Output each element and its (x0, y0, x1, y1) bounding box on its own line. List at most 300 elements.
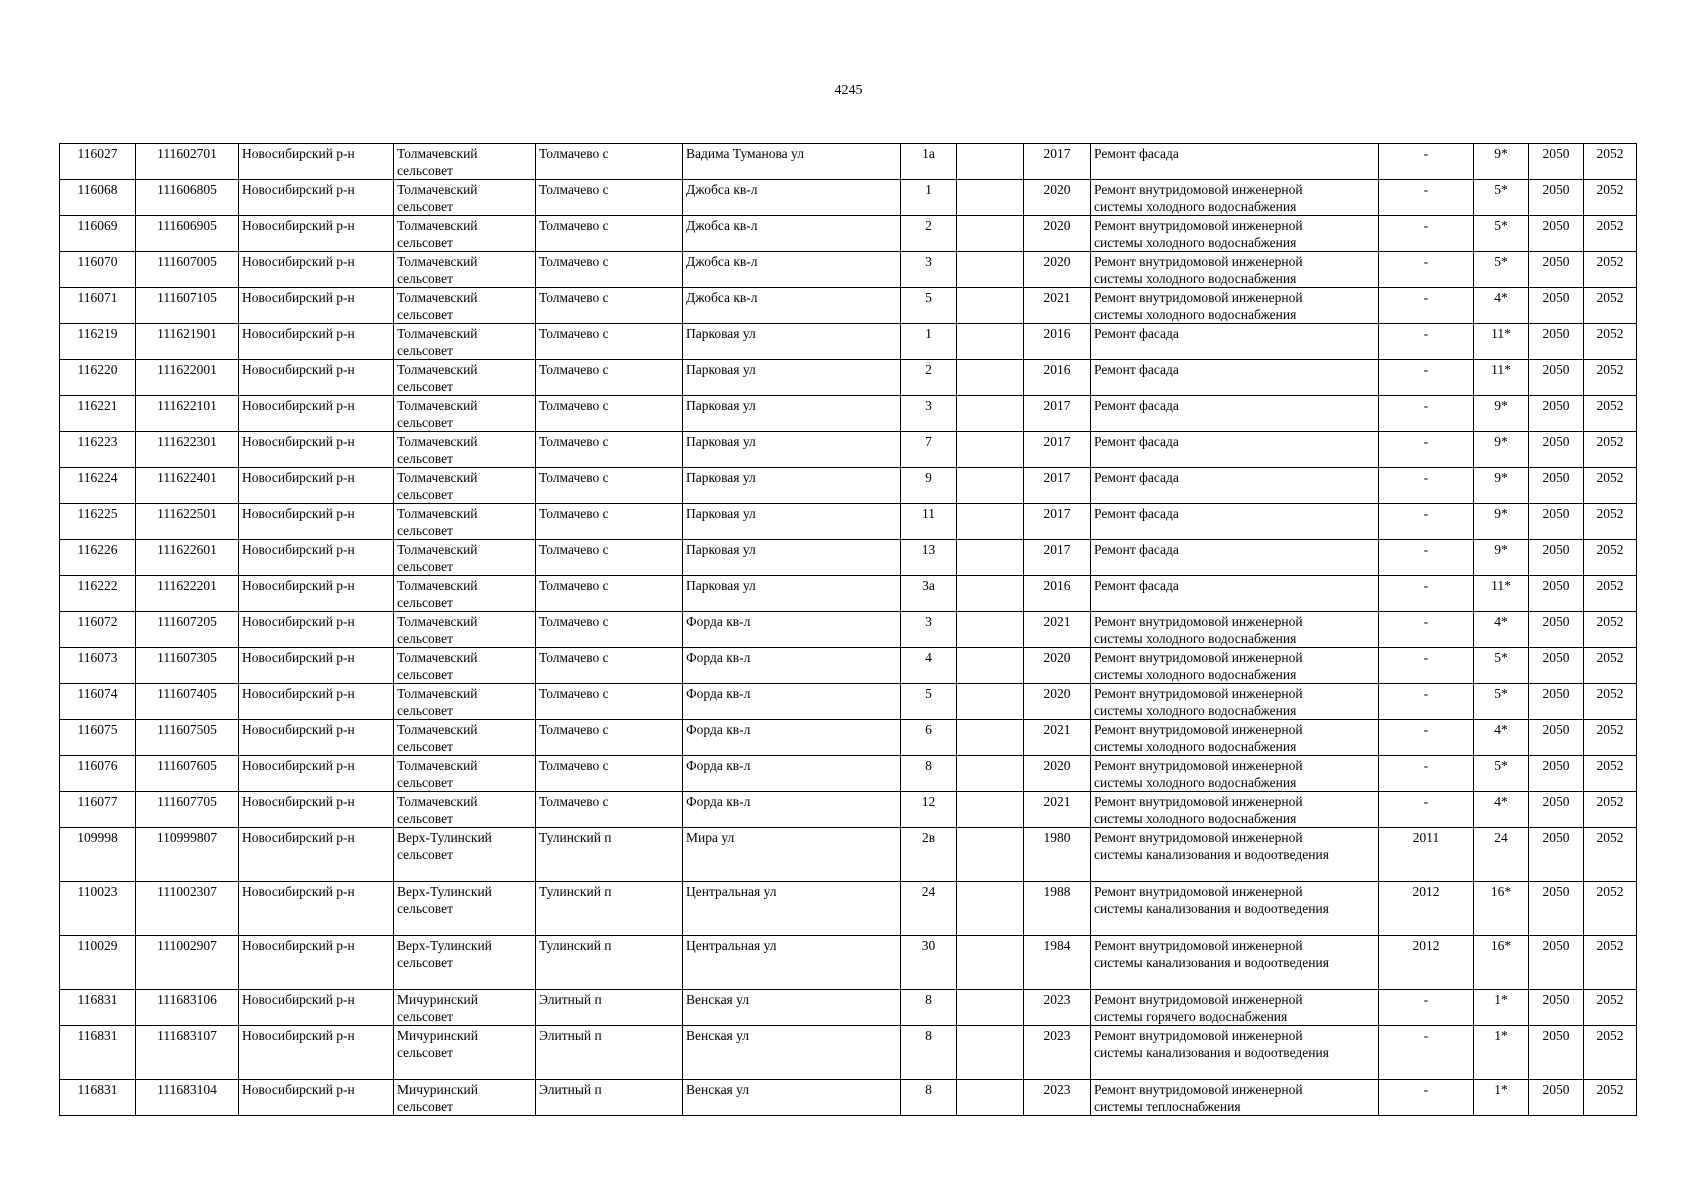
start-year-cell: 2050 (1529, 792, 1584, 828)
year-cell: 2021 (1024, 792, 1091, 828)
end-year-cell: 2052 (1584, 936, 1637, 990)
district-cell: Новосибирский р-н (239, 1080, 394, 1116)
start-year-cell: 2050 (1529, 288, 1584, 324)
council-cell-line: Толмачевский (397, 542, 478, 557)
table-row (60, 936, 1637, 990)
work-type-cell (1091, 936, 1379, 990)
council-cell-line: Толмачевский (397, 470, 478, 485)
house-cell: 3 (901, 252, 957, 288)
street-cell: Вадима Туманова ул (683, 144, 901, 180)
object-code-cell: 111607405 (136, 684, 239, 720)
period-cell: 5* (1474, 756, 1529, 792)
work-type-cell-line: системы холодного водоснабжения (1094, 199, 1297, 214)
object-id-cell: 116027 (60, 144, 136, 180)
object-id-cell: 116077 (60, 792, 136, 828)
work-type-cell (1091, 504, 1379, 540)
work-type-cell-line: системы холодного водоснабжения (1094, 739, 1297, 754)
council-cell-line: Толмачевский (397, 614, 478, 629)
period-cell: 11* (1474, 576, 1529, 612)
council-cell-line: сельсовет (397, 775, 453, 790)
extra-cell (957, 504, 1024, 540)
start-year-cell: 2050 (1529, 684, 1584, 720)
street-cell: Парковая ул (683, 576, 901, 612)
council-cell-line: сельсовет (397, 631, 453, 646)
street-cell: Венская ул (683, 1080, 901, 1116)
extra-cell (957, 1026, 1024, 1080)
year-cell: 2020 (1024, 684, 1091, 720)
house-cell: 8 (901, 990, 957, 1026)
work-type-cell-line: системы горячего водоснабжения (1094, 1009, 1288, 1024)
council-cell (394, 360, 536, 396)
work-type-cell-line: системы холодного водоснабжения (1094, 667, 1297, 682)
district-cell: Новосибирский р-н (239, 1026, 394, 1080)
street-cell: Мира ул (683, 828, 901, 882)
last-repair-cell: - (1379, 360, 1474, 396)
work-type-cell-line: системы холодного водоснабжения (1094, 235, 1297, 250)
extra-cell (957, 756, 1024, 792)
work-type-cell-line: Ремонт внутридомовой инженерной (1094, 794, 1303, 809)
work-type-cell-line: Ремонт внутридомовой инженерной (1094, 290, 1303, 305)
council-cell-line: Толмачевский (397, 254, 478, 269)
council-cell (394, 1080, 536, 1116)
period-cell: 4* (1474, 720, 1529, 756)
object-code-cell: 111622201 (136, 576, 239, 612)
last-repair-cell: - (1379, 612, 1474, 648)
start-year-cell: 2050 (1529, 360, 1584, 396)
district-cell: Новосибирский р-н (239, 504, 394, 540)
district-cell: Новосибирский р-н (239, 936, 394, 990)
extra-cell (957, 990, 1024, 1026)
house-cell: 1а (901, 144, 957, 180)
council-cell-line: Верх-Тулинский (397, 884, 492, 899)
house-cell: 12 (901, 792, 957, 828)
start-year-cell: 2050 (1529, 252, 1584, 288)
extra-cell (957, 684, 1024, 720)
council-cell-line: сельсовет (397, 487, 453, 502)
house-cell: 2 (901, 360, 957, 396)
work-type-cell-line: Ремонт фасада (1094, 146, 1179, 161)
start-year-cell: 2050 (1529, 180, 1584, 216)
period-cell: 4* (1474, 288, 1529, 324)
district-cell: Новосибирский р-н (239, 432, 394, 468)
house-cell: 30 (901, 936, 957, 990)
year-cell: 2017 (1024, 504, 1091, 540)
end-year-cell: 2052 (1584, 612, 1637, 648)
council-cell-line: Толмачевский (397, 218, 478, 233)
work-type-cell (1091, 612, 1379, 648)
council-cell-line: Верх-Тулинский (397, 938, 492, 953)
work-type-cell-line: Ремонт внутридомовой инженерной (1094, 884, 1303, 899)
work-type-cell-line: системы канализования и водоотведения (1094, 847, 1329, 862)
house-cell: 3 (901, 612, 957, 648)
start-year-cell: 2050 (1529, 144, 1584, 180)
locality-cell: Толмачево с (536, 144, 683, 180)
council-cell-line: Мичуринский (397, 992, 478, 1007)
work-type-cell (1091, 324, 1379, 360)
object-code-cell: 111606805 (136, 180, 239, 216)
district-cell: Новосибирский р-н (239, 756, 394, 792)
house-cell: 2 (901, 216, 957, 252)
end-year-cell: 2052 (1584, 288, 1637, 324)
object-code-cell: 111622401 (136, 468, 239, 504)
work-type-cell-line: Ремонт внутридомовой инженерной (1094, 254, 1303, 269)
work-type-cell-line: Ремонт внутридомовой инженерной (1094, 992, 1303, 1007)
work-type-cell (1091, 720, 1379, 756)
council-cell-line: Толмачевский (397, 398, 478, 413)
start-year-cell: 2050 (1529, 540, 1584, 576)
council-cell-line: сельсовет (397, 415, 453, 430)
object-code-cell: 111002907 (136, 936, 239, 990)
district-cell: Новосибирский р-н (239, 990, 394, 1026)
extra-cell (957, 648, 1024, 684)
object-code-cell: 111607005 (136, 252, 239, 288)
extra-cell (957, 612, 1024, 648)
end-year-cell: 2052 (1584, 360, 1637, 396)
last-repair-cell: - (1379, 432, 1474, 468)
street-cell: Джобса кв-л (683, 252, 901, 288)
council-cell-line: сельсовет (397, 379, 453, 394)
object-code-cell: 111622301 (136, 432, 239, 468)
object-id-cell: 116070 (60, 252, 136, 288)
house-cell: 8 (901, 1026, 957, 1080)
object-id-cell: 116831 (60, 1026, 136, 1080)
object-code-cell: 111683106 (136, 990, 239, 1026)
end-year-cell: 2052 (1584, 540, 1637, 576)
year-cell: 2021 (1024, 288, 1091, 324)
start-year-cell: 2050 (1529, 612, 1584, 648)
district-cell: Новосибирский р-н (239, 288, 394, 324)
work-type-cell-line: Ремонт фасада (1094, 398, 1179, 413)
year-cell: 2020 (1024, 180, 1091, 216)
last-repair-cell: - (1379, 288, 1474, 324)
work-type-cell-line: системы холодного водоснабжения (1094, 775, 1297, 790)
work-type-cell-line: системы холодного водоснабжения (1094, 631, 1297, 646)
start-year-cell: 2050 (1529, 1080, 1584, 1116)
object-id-cell: 116071 (60, 288, 136, 324)
extra-cell (957, 180, 1024, 216)
end-year-cell: 2052 (1584, 504, 1637, 540)
table-row (60, 216, 1637, 252)
council-cell-line: сельсовет (397, 901, 453, 916)
work-type-cell (1091, 882, 1379, 936)
house-cell: 5 (901, 288, 957, 324)
object-code-cell: 111621901 (136, 324, 239, 360)
object-id-cell: 116221 (60, 396, 136, 432)
table-row (60, 720, 1637, 756)
end-year-cell: 2052 (1584, 648, 1637, 684)
locality-cell: Элитный п (536, 990, 683, 1026)
last-repair-cell: - (1379, 756, 1474, 792)
work-type-cell (1091, 792, 1379, 828)
table-row (60, 252, 1637, 288)
extra-cell (957, 144, 1024, 180)
locality-cell: Толмачево с (536, 792, 683, 828)
locality-cell: Тулинский п (536, 882, 683, 936)
start-year-cell: 2050 (1529, 468, 1584, 504)
council-cell-line: Верх-Тулинский (397, 830, 492, 845)
street-cell: Парковая ул (683, 504, 901, 540)
council-cell-line: сельсовет (397, 955, 453, 970)
district-cell: Новосибирский р-н (239, 792, 394, 828)
period-cell: 9* (1474, 540, 1529, 576)
street-cell: Форда кв-л (683, 756, 901, 792)
district-cell: Новосибирский р-н (239, 720, 394, 756)
end-year-cell: 2052 (1584, 180, 1637, 216)
extra-cell (957, 792, 1024, 828)
year-cell: 2017 (1024, 540, 1091, 576)
extra-cell (957, 1080, 1024, 1116)
work-type-cell (1091, 396, 1379, 432)
work-type-cell (1091, 144, 1379, 180)
period-cell: 1* (1474, 1026, 1529, 1080)
table-row (60, 180, 1637, 216)
extra-cell (957, 216, 1024, 252)
table-row (60, 882, 1637, 936)
table-row (60, 612, 1637, 648)
work-type-cell-line: Ремонт фасада (1094, 434, 1179, 449)
table-row (60, 504, 1637, 540)
object-id-cell: 116076 (60, 756, 136, 792)
page-number: 4245 (834, 83, 863, 98)
locality-cell: Толмачево с (536, 504, 683, 540)
object-code-cell: 111622101 (136, 396, 239, 432)
end-year-cell: 2052 (1584, 468, 1637, 504)
extra-cell (957, 324, 1024, 360)
street-cell: Парковая ул (683, 360, 901, 396)
object-code-cell: 111622501 (136, 504, 239, 540)
last-repair-cell: 2011 (1379, 828, 1474, 882)
object-id-cell: 116219 (60, 324, 136, 360)
house-cell: 2в (901, 828, 957, 882)
start-year-cell: 2050 (1529, 756, 1584, 792)
table-row (60, 1080, 1637, 1116)
district-cell: Новосибирский р-н (239, 648, 394, 684)
table-row (60, 360, 1637, 396)
work-type-cell-line: системы холодного водоснабжения (1094, 811, 1297, 826)
work-type-cell-line: Ремонт фасада (1094, 506, 1179, 521)
work-type-cell-line: Ремонт внутридомовой инженерной (1094, 686, 1303, 701)
council-cell (394, 684, 536, 720)
object-id-cell: 116222 (60, 576, 136, 612)
work-type-cell-line: системы теплоснабжения (1094, 1099, 1241, 1114)
council-cell (394, 576, 536, 612)
extra-cell (957, 252, 1024, 288)
period-cell: 9* (1474, 468, 1529, 504)
object-code-cell: 111606905 (136, 216, 239, 252)
locality-cell: Толмачево с (536, 540, 683, 576)
work-type-cell-line: Ремонт внутридомовой инженерной (1094, 650, 1303, 665)
street-cell: Венская ул (683, 990, 901, 1026)
district-cell: Новосибирский р-н (239, 360, 394, 396)
table-row (60, 648, 1637, 684)
table-row (60, 1026, 1637, 1080)
locality-cell: Толмачево с (536, 396, 683, 432)
period-cell: 9* (1474, 432, 1529, 468)
house-cell: 24 (901, 882, 957, 936)
extra-cell (957, 360, 1024, 396)
object-code-cell: 111683104 (136, 1080, 239, 1116)
object-id-cell: 110029 (60, 936, 136, 990)
last-repair-cell: - (1379, 180, 1474, 216)
object-id-cell: 116224 (60, 468, 136, 504)
work-type-cell (1091, 252, 1379, 288)
year-cell: 2021 (1024, 612, 1091, 648)
house-cell: 7 (901, 432, 957, 468)
object-id-cell: 110023 (60, 882, 136, 936)
work-type-cell-line: Ремонт внутридомовой инженерной (1094, 614, 1303, 629)
work-type-cell (1091, 216, 1379, 252)
council-cell-line: сельсовет (397, 343, 453, 358)
work-type-cell-line: Ремонт внутридомовой инженерной (1094, 182, 1303, 197)
last-repair-cell: - (1379, 144, 1474, 180)
object-code-cell: 110999807 (136, 828, 239, 882)
object-code-cell: 111002307 (136, 882, 239, 936)
council-cell-line: Толмачевский (397, 362, 478, 377)
table-row (60, 144, 1637, 180)
last-repair-cell: - (1379, 648, 1474, 684)
work-type-cell-line: системы канализования и водоотведения (1094, 1045, 1329, 1060)
work-type-cell (1091, 756, 1379, 792)
district-cell: Новосибирский р-н (239, 216, 394, 252)
council-cell (394, 216, 536, 252)
period-cell: 5* (1474, 180, 1529, 216)
end-year-cell: 2052 (1584, 756, 1637, 792)
house-cell: 13 (901, 540, 957, 576)
district-cell: Новосибирский р-н (239, 252, 394, 288)
last-repair-cell: - (1379, 792, 1474, 828)
council-cell-line: сельсовет (397, 451, 453, 466)
object-code-cell: 111602701 (136, 144, 239, 180)
locality-cell: Тулинский п (536, 828, 683, 882)
last-repair-cell: 2012 (1379, 936, 1474, 990)
council-cell-line: Толмачевский (397, 794, 478, 809)
work-type-cell-line: Ремонт фасада (1094, 578, 1179, 593)
last-repair-cell: - (1379, 468, 1474, 504)
street-cell: Венская ул (683, 1026, 901, 1080)
locality-cell: Толмачево с (536, 432, 683, 468)
council-cell-line: Толмачевский (397, 758, 478, 773)
council-cell-line: Толмачевский (397, 182, 478, 197)
district-cell: Новосибирский р-н (239, 612, 394, 648)
object-code-cell: 111607605 (136, 756, 239, 792)
council-cell-line: сельсовет (397, 703, 453, 718)
period-cell: 9* (1474, 144, 1529, 180)
last-repair-cell: - (1379, 1080, 1474, 1116)
council-cell-line: Толмачевский (397, 326, 478, 341)
end-year-cell: 2052 (1584, 828, 1637, 882)
house-cell: 11 (901, 504, 957, 540)
table-row (60, 684, 1637, 720)
registry-table (59, 143, 1637, 1116)
table-row (60, 468, 1637, 504)
last-repair-cell: 2012 (1379, 882, 1474, 936)
end-year-cell: 2052 (1584, 144, 1637, 180)
end-year-cell: 2052 (1584, 684, 1637, 720)
period-cell: 1* (1474, 1080, 1529, 1116)
council-cell (394, 540, 536, 576)
work-type-cell-line: системы холодного водоснабжения (1094, 307, 1297, 322)
street-cell: Парковая ул (683, 432, 901, 468)
period-cell: 5* (1474, 252, 1529, 288)
council-cell-line: Мичуринский (397, 1082, 478, 1097)
year-cell: 2020 (1024, 648, 1091, 684)
year-cell: 2017 (1024, 468, 1091, 504)
district-cell: Новосибирский р-н (239, 576, 394, 612)
start-year-cell: 2050 (1529, 990, 1584, 1026)
work-type-cell-line: Ремонт внутридомовой инженерной (1094, 218, 1303, 233)
extra-cell (957, 828, 1024, 882)
locality-cell: Толмачево с (536, 324, 683, 360)
locality-cell: Толмачево с (536, 576, 683, 612)
start-year-cell: 2050 (1529, 936, 1584, 990)
start-year-cell: 2050 (1529, 504, 1584, 540)
council-cell-line: сельсовет (397, 1099, 453, 1114)
year-cell: 2016 (1024, 324, 1091, 360)
last-repair-cell: - (1379, 216, 1474, 252)
work-type-cell-line: Ремонт фасада (1094, 470, 1179, 485)
district-cell: Новосибирский р-н (239, 180, 394, 216)
end-year-cell: 2052 (1584, 396, 1637, 432)
start-year-cell: 2050 (1529, 576, 1584, 612)
council-cell-line: сельсовет (397, 667, 453, 682)
locality-cell: Толмачево с (536, 756, 683, 792)
period-cell: 9* (1474, 504, 1529, 540)
registry-table-body (60, 144, 1637, 1116)
work-type-cell (1091, 990, 1379, 1026)
year-cell: 2023 (1024, 990, 1091, 1026)
table-row (60, 540, 1637, 576)
end-year-cell: 2052 (1584, 432, 1637, 468)
council-cell-line: сельсовет (397, 235, 453, 250)
street-cell: Форда кв-л (683, 648, 901, 684)
work-type-cell-line: Ремонт фасада (1094, 542, 1179, 557)
last-repair-cell: - (1379, 504, 1474, 540)
council-cell (394, 396, 536, 432)
work-type-cell-line: Ремонт фасада (1094, 326, 1179, 341)
council-cell-line: сельсовет (397, 163, 453, 178)
extra-cell (957, 936, 1024, 990)
object-code-cell: 111683107 (136, 1026, 239, 1080)
house-cell: 3а (901, 576, 957, 612)
house-cell: 9 (901, 468, 957, 504)
period-cell: 1* (1474, 990, 1529, 1026)
council-cell (394, 144, 536, 180)
object-id-cell: 116831 (60, 1080, 136, 1116)
council-cell-line: сельсовет (397, 739, 453, 754)
object-id-cell: 116075 (60, 720, 136, 756)
start-year-cell: 2050 (1529, 828, 1584, 882)
house-cell: 6 (901, 720, 957, 756)
object-id-cell: 116220 (60, 360, 136, 396)
council-cell-line: сельсовет (397, 595, 453, 610)
period-cell: 16* (1474, 936, 1529, 990)
street-cell: Форда кв-л (683, 612, 901, 648)
end-year-cell: 2052 (1584, 792, 1637, 828)
object-id-cell: 116226 (60, 540, 136, 576)
end-year-cell: 2052 (1584, 990, 1637, 1026)
period-cell: 5* (1474, 216, 1529, 252)
period-cell: 5* (1474, 684, 1529, 720)
house-cell: 1 (901, 324, 957, 360)
object-code-cell: 111607705 (136, 792, 239, 828)
object-id-cell: 116068 (60, 180, 136, 216)
extra-cell (957, 396, 1024, 432)
council-cell-line: сельсовет (397, 847, 453, 862)
end-year-cell: 2052 (1584, 1026, 1637, 1080)
council-cell (394, 792, 536, 828)
street-cell: Парковая ул (683, 324, 901, 360)
district-cell: Новосибирский р-н (239, 324, 394, 360)
